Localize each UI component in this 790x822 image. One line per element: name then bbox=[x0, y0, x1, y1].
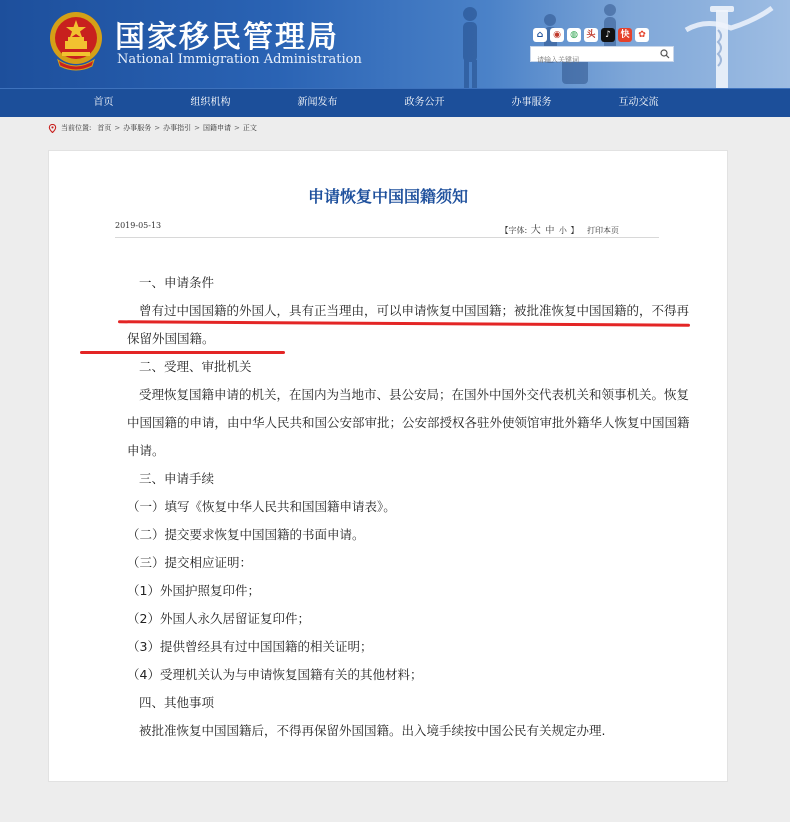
list-item: （一）填写《恢复中华人民共和国国籍申请表》。 bbox=[127, 499, 396, 514]
toutiao-icon[interactable]: 头 bbox=[584, 28, 598, 42]
article-panel bbox=[48, 150, 728, 782]
breadcrumb bbox=[48, 123, 257, 133]
breadcrumb-separator: > bbox=[233, 124, 240, 132]
breadcrumb-label: 当前位置: bbox=[61, 124, 92, 132]
breadcrumb-separator: > bbox=[154, 124, 161, 132]
breadcrumb-current: 正文 bbox=[242, 124, 257, 132]
breadcrumb-separator: > bbox=[114, 124, 121, 132]
nav-item-government-affairs[interactable]: 政务公开 bbox=[404, 97, 445, 108]
highlight-underline bbox=[80, 351, 285, 354]
breadcrumb-home[interactable]: 首页 bbox=[97, 124, 112, 132]
breadcrumb-nationality[interactable]: 国籍申请 bbox=[202, 124, 231, 132]
article-meta bbox=[115, 215, 659, 238]
search-icon[interactable] bbox=[660, 49, 670, 59]
paragraph: 被批准恢复中国国籍后，不得再保留外国国籍。出入境手续按中国公民有关规定办理. bbox=[139, 723, 606, 738]
section-heading: 三、申请手续 bbox=[139, 471, 215, 486]
article-title: 申请恢复中国国籍须知 bbox=[307, 187, 468, 206]
site-header bbox=[0, 0, 790, 88]
travelers-silhouette bbox=[430, 0, 650, 88]
huabiao-monument-icon bbox=[676, 0, 776, 88]
nav-item-services[interactable]: 办事服务 bbox=[511, 97, 552, 108]
social-links bbox=[533, 28, 649, 42]
section-heading: 二、受理、审批机关 bbox=[139, 359, 252, 374]
site-subtitle: National Immigration Administration bbox=[117, 52, 362, 67]
site-title: 国家移民管理局 bbox=[115, 20, 339, 55]
bilibili-icon[interactable]: ✿ bbox=[635, 28, 649, 42]
font-size-close-bracket: 】 bbox=[570, 226, 579, 235]
print-page-button[interactable]: 打印本页 bbox=[587, 226, 619, 235]
kuaishou-icon[interactable]: 快 bbox=[618, 28, 632, 42]
section-heading: 四、其他事项 bbox=[139, 695, 215, 710]
rss-icon[interactable]: ⌂ bbox=[533, 28, 547, 42]
article-date: 2019-05-13 bbox=[115, 221, 162, 230]
list-item: （三）提交相应证明： bbox=[127, 555, 253, 570]
wechat-icon[interactable]: ◍ bbox=[567, 28, 581, 42]
nav-item-home[interactable]: 首页 bbox=[93, 97, 114, 108]
national-emblem-icon bbox=[48, 10, 104, 72]
font-size-small-button[interactable]: 小 bbox=[558, 226, 567, 235]
list-item: （二）提交要求恢复中国国籍的书面申请。 bbox=[127, 527, 365, 542]
breadcrumb-separator: > bbox=[194, 124, 200, 132]
nav-item-news[interactable]: 新闻发布 bbox=[297, 97, 338, 108]
douyin-icon[interactable]: ♪ bbox=[601, 28, 615, 42]
section-heading: 一、申请条件 bbox=[139, 275, 215, 290]
list-item: （4）受理机关认为与申请恢复国籍有关的其他材料； bbox=[127, 667, 423, 682]
location-pin-icon bbox=[48, 124, 57, 133]
font-size-label: 【字体: bbox=[500, 226, 528, 235]
nav-item-interaction[interactable]: 互动交流 bbox=[618, 97, 659, 108]
article-body bbox=[127, 269, 701, 745]
main-nav bbox=[0, 88, 790, 117]
nav-item-organization[interactable]: 组织机构 bbox=[190, 97, 231, 108]
search-box bbox=[530, 46, 674, 62]
paragraph: 受理恢复国籍申请的机关，在国内为当地市、县公安局；在国外中国外交代表机关和领事机关。恢复中国国籍的申请，由中华人民共和国公安部审批；公安部授权各驻外使领馆审批外籍华人恢复中国国籍申请。 bbox=[127, 387, 690, 458]
font-size-large-button[interactable]: 大 bbox=[530, 225, 541, 236]
list-item: （3）提供曾经具有过中国国籍的相关证明； bbox=[127, 639, 373, 654]
paragraph: 曾有过中国国籍的外国人，具有正当理由，可以申请恢复中国国籍；被批准恢复中国国籍的，不得再保留外国国籍。 bbox=[127, 303, 690, 346]
list-item: （1）外国护照复印件； bbox=[127, 583, 260, 598]
weibo-icon[interactable]: ◉ bbox=[550, 28, 564, 42]
font-size-medium-button[interactable]: 中 bbox=[545, 226, 555, 236]
breadcrumb-services[interactable]: 办事服务 bbox=[123, 124, 152, 132]
list-item: （2）外国人永久居留证复印件； bbox=[127, 611, 310, 626]
article-tools bbox=[501, 221, 619, 236]
breadcrumb-guide[interactable]: 办事指引 bbox=[163, 124, 192, 132]
search-input[interactable] bbox=[531, 53, 657, 67]
